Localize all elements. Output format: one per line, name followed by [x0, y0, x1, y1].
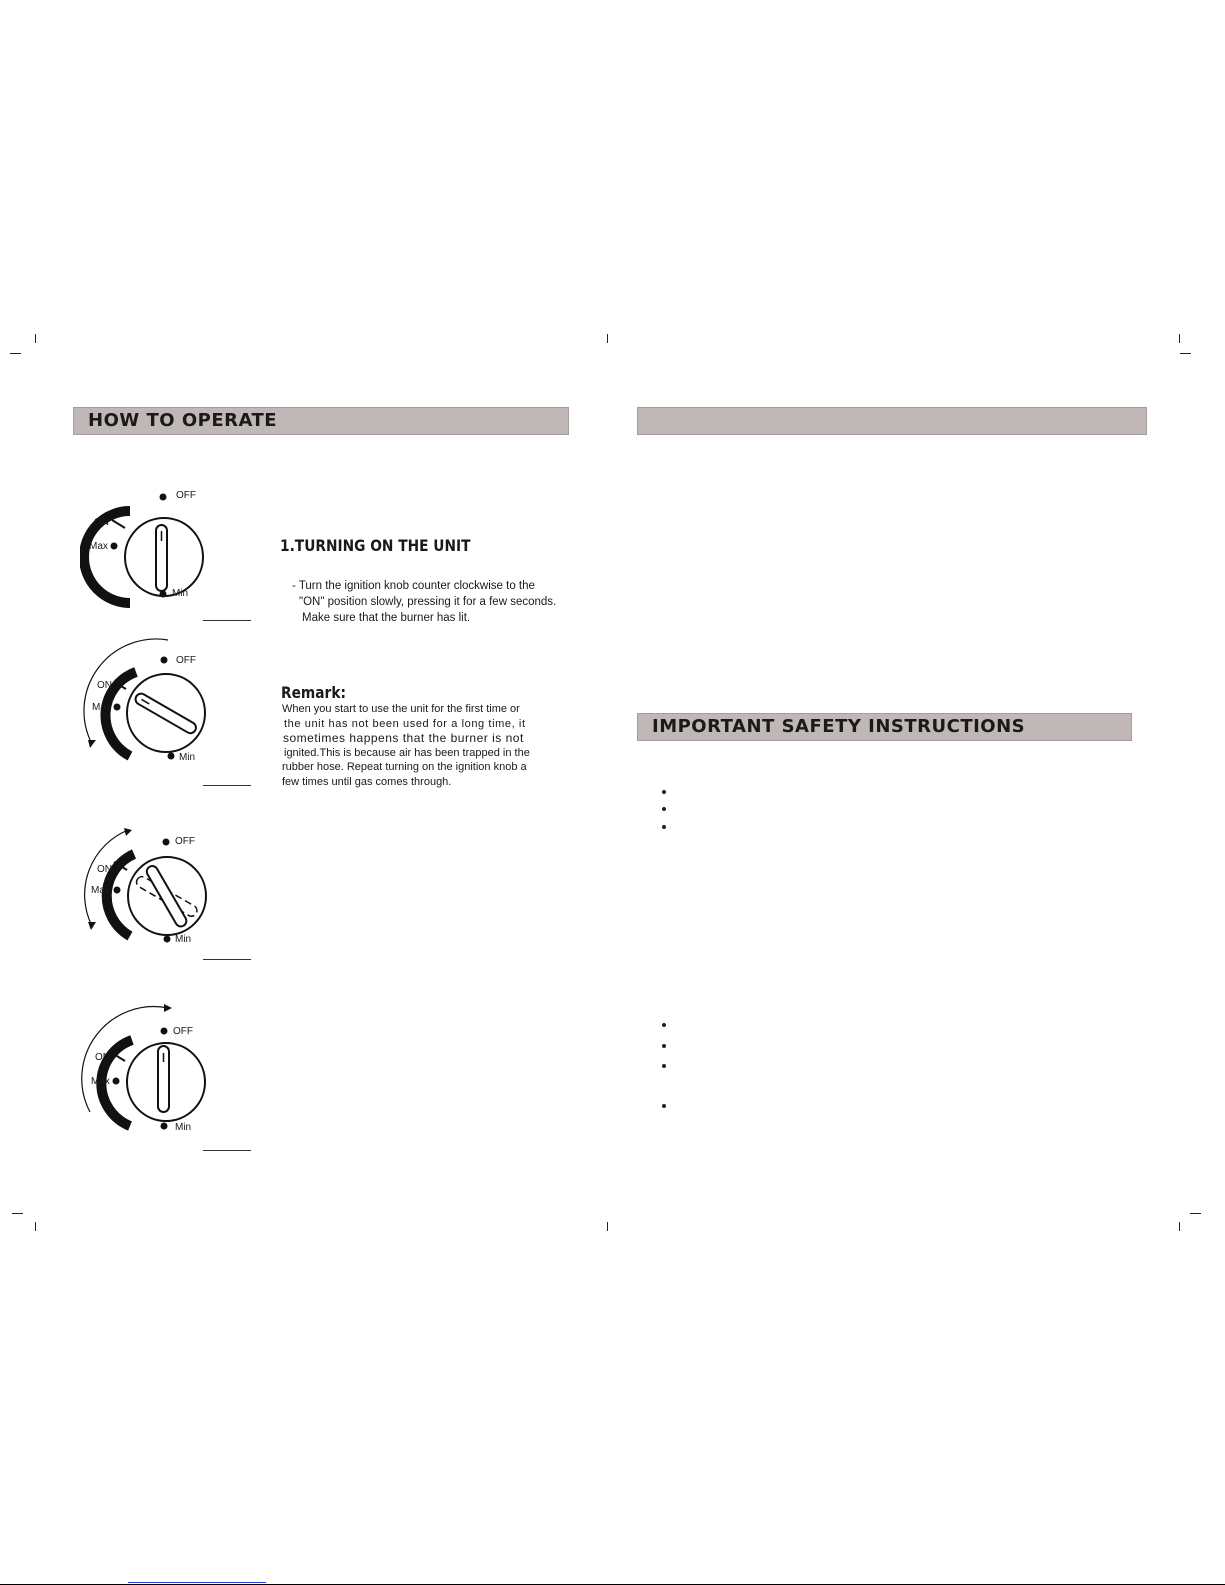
crop-mark	[607, 1222, 608, 1231]
text-line: "ON" position slowly, pressing it for a few seconds.	[299, 596, 557, 608]
crop-mark	[1180, 353, 1191, 354]
crop-mark	[12, 1213, 23, 1214]
crop-mark	[35, 1222, 36, 1231]
knob-label-min: Min	[175, 1122, 192, 1133]
how-to-operate-bar	[73, 407, 569, 435]
crop-mark	[607, 334, 608, 343]
safety-instructions-bar	[637, 713, 1132, 741]
knob-figure-4	[80, 1000, 220, 1140]
section-title: IMPORTANT SAFETY INSTRUCTIONS	[652, 716, 1026, 737]
figure-rule	[203, 959, 251, 960]
ignition-knob-off-icon	[80, 1000, 220, 1140]
crop-mark	[1190, 1213, 1201, 1214]
knob-label-on: ON	[94, 517, 109, 528]
knob-label-max: Max	[92, 702, 111, 713]
knob-label-off: OFF	[175, 836, 195, 847]
knob-label-on: ON	[97, 864, 112, 875]
remark-heading: Remark:	[281, 683, 346, 702]
text-line: sometimes happens that the burner is not	[283, 731, 524, 745]
text-line: - Turn the ignition knob counter clockwise to the	[292, 580, 535, 592]
figure-rule	[203, 1150, 251, 1151]
knob-figure-1	[80, 485, 220, 610]
knob-label-on: ON	[95, 1052, 110, 1063]
right-top-section-bar	[637, 407, 1147, 435]
figure-rule	[203, 785, 251, 786]
remark-text	[282, 702, 530, 789]
bullet-icon	[662, 1023, 666, 1027]
knob-label-max: Max	[91, 1076, 110, 1087]
bullet-icon	[662, 807, 666, 811]
knob-figure-3	[80, 826, 220, 951]
knob-label-off: OFF	[173, 1026, 193, 1037]
bullet-icon	[662, 1044, 666, 1048]
knob-label-max: Max	[91, 885, 110, 896]
text-line: When you start to use the unit for the first time or	[282, 703, 520, 715]
bullet-icon	[662, 790, 666, 794]
knob-label-max: Max	[89, 541, 108, 552]
text-line: few times until gas comes through.	[282, 775, 452, 788]
text-line: ignited.This is because air has been trapped in the	[284, 746, 530, 759]
crop-mark	[35, 334, 36, 343]
crop-mark	[1179, 334, 1180, 343]
knob-figure-2	[80, 636, 220, 771]
crop-mark	[1179, 1222, 1180, 1231]
text-line: the unit has not been used for a long time, it	[284, 717, 526, 730]
knob-label-min: Min	[175, 934, 192, 945]
turning-on-heading: 1.TURNING ON THE UNIT	[280, 536, 471, 555]
bullet-icon	[662, 1064, 666, 1068]
figure-rule	[203, 620, 251, 621]
link-underline[interactable]	[128, 1582, 266, 1583]
knob-label-off: OFF	[176, 490, 196, 501]
section-title: HOW TO OPERATE	[88, 410, 278, 431]
text-line: rubber hose. Repeat turning on the ignition knob a	[282, 761, 527, 773]
turning-on-text	[292, 578, 556, 626]
bullet-icon	[662, 1104, 666, 1108]
bullet-icon	[662, 825, 666, 829]
knob-label-on: ON	[97, 680, 112, 691]
knob-label-min: Min	[179, 752, 196, 763]
knob-label-min: Min	[172, 588, 189, 599]
knob-label-off: OFF	[176, 655, 196, 666]
crop-mark	[10, 353, 21, 354]
text-line: Make sure that the burner has lit.	[302, 612, 471, 624]
